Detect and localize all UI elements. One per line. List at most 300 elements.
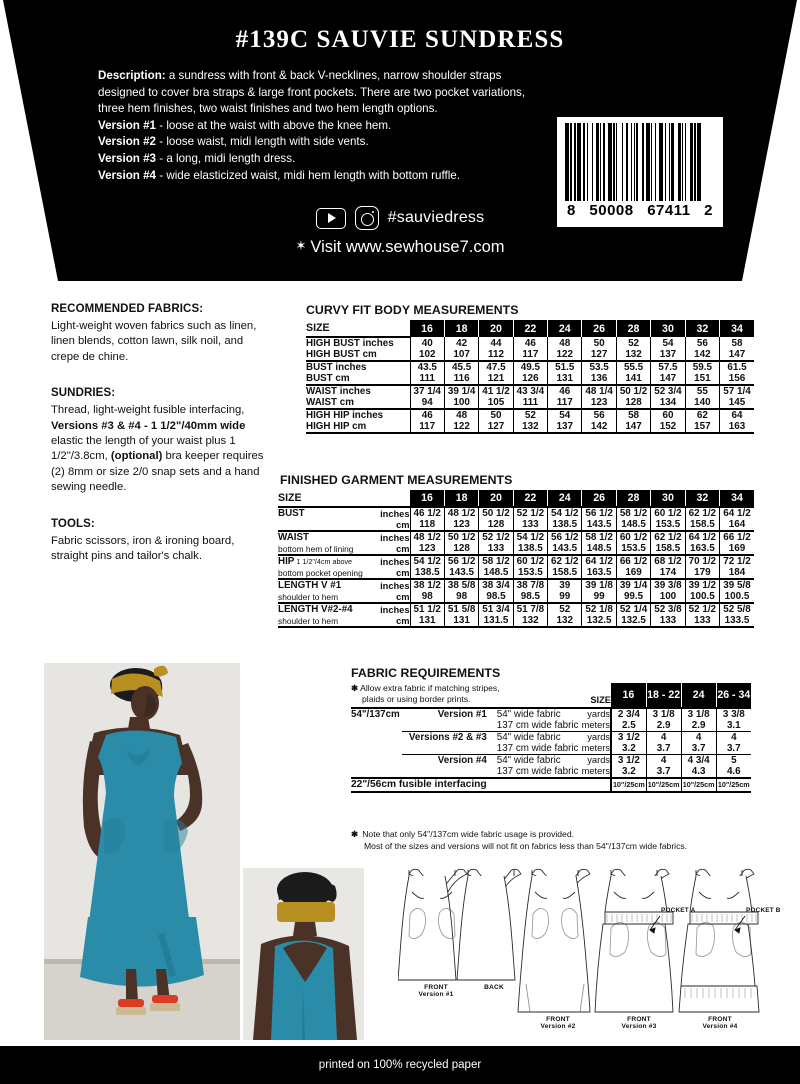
cell: 133: [479, 543, 513, 555]
youtube-icon[interactable]: [316, 208, 346, 229]
cell: 132.5: [582, 615, 616, 627]
cell: 62 1/2: [548, 555, 582, 567]
cell: 52: [616, 337, 650, 349]
cell: 48 1/4: [582, 385, 616, 397]
cell: 40: [410, 337, 444, 349]
star-icon: ✶: [295, 238, 307, 253]
description-line-1: [98, 68, 502, 85]
cell: 58: [616, 409, 650, 421]
cell: 143.5: [582, 519, 616, 531]
cell: 137: [548, 421, 582, 433]
play-triangle-icon: [328, 213, 336, 223]
cell: 4.6: [716, 766, 751, 778]
size-header-34: 34: [720, 320, 754, 337]
description-line-3: three hem finishes, two waist finishes and two hem length options.: [98, 102, 438, 116]
unit-label: cm: [396, 615, 410, 626]
row-label: BUST inches: [306, 361, 410, 373]
version-3-text: - a long, midi length dress.: [156, 151, 296, 165]
table-row: [306, 373, 754, 385]
size-header-24: 24: [548, 320, 582, 337]
unit-label: yards: [578, 731, 611, 743]
row-label: WAIST cm: [306, 397, 354, 408]
row-label: HIP 1 1/2"/4cm above: [278, 555, 374, 567]
visit-text: Visit www.sewhouse7.com: [310, 238, 505, 256]
unit-label: meters: [581, 743, 611, 754]
cell: 57 1/4: [720, 385, 754, 397]
size-header-30: 30: [651, 490, 685, 507]
fabric-type: 137 cm wide fabric: [496, 765, 579, 777]
recommended-fabrics-body: Light-weight woven fabrics such as linen, linen blends, cotton lawn, silk noil, and crepe de chine.: [51, 320, 257, 363]
figure-2-line-1: BACK: [484, 984, 504, 991]
table-bottom-rule: [306, 433, 754, 434]
cell: 4.3: [681, 766, 716, 778]
cell: 136: [582, 373, 616, 385]
fabric-type: 54" wide fabric: [491, 754, 579, 766]
finished-measurements-title: FINISHED GARMENT MEASUREMENTS: [280, 473, 513, 487]
sundries-bold-versions: Versions #3 & #4 - 1 1/2"/40mm wide: [51, 419, 246, 432]
cell: 38 5/8: [444, 579, 478, 591]
cell: 39 3/8: [651, 579, 685, 591]
cell: 102: [410, 349, 444, 361]
interfacing-label: 22"/56cm fusible interfacing: [351, 778, 611, 792]
size-header-24: 24: [548, 490, 582, 507]
cell: 52 3/4: [651, 385, 685, 397]
version-label: Versions #2 & #3: [402, 731, 491, 743]
version-3-label: Version #3: [98, 151, 157, 165]
cell: 70 1/2: [685, 555, 719, 567]
cell: 64 1/2: [720, 507, 754, 519]
cell: 133: [651, 615, 685, 627]
cell: 98: [410, 591, 444, 603]
cell: 58 1/2: [479, 555, 513, 567]
cell: 163.5: [582, 567, 616, 579]
fabric-width-label: [351, 743, 402, 755]
table-row: [278, 615, 754, 627]
technical-drawings: [398, 866, 798, 1044]
cell: 148.5: [479, 567, 513, 579]
cell: 58 1/2: [582, 531, 616, 543]
cell: 60 1/2: [651, 507, 685, 519]
size-header-26: 26: [582, 320, 616, 337]
unit-label: meters: [581, 766, 611, 777]
row-label: WAIST: [278, 531, 374, 543]
cell: 52 1/2: [513, 507, 547, 519]
cell: 112: [479, 349, 513, 361]
fabric-width-label: 54"/137cm: [351, 708, 402, 720]
cell: 48 1/2: [410, 531, 444, 543]
fabric-width-label: [351, 720, 402, 732]
cell: 52: [513, 409, 547, 421]
cell: 56: [582, 409, 616, 421]
table-row: [306, 349, 754, 361]
cell: 123: [444, 519, 478, 531]
cell: 68 1/2: [651, 555, 685, 567]
spacer: [51, 496, 266, 518]
cell: 64: [720, 409, 754, 421]
cell: 131.5: [479, 615, 513, 627]
sundries-bold-optional: (optional): [110, 450, 163, 463]
cell: 132.5: [616, 615, 650, 627]
cell: 58: [720, 337, 754, 349]
table-row: [278, 519, 754, 531]
cell: 52 3/8: [651, 603, 685, 615]
cell: 38 7/8: [513, 579, 547, 591]
cell: 47.5: [479, 361, 513, 373]
fabric-requirements-footnote: [351, 829, 761, 852]
unit-label: cm: [396, 543, 410, 554]
cell: 138.5: [513, 543, 547, 555]
unit-label: inches: [374, 531, 410, 543]
unit-label: inches: [374, 579, 410, 591]
size-header-18-22: 18 - 22: [646, 683, 681, 708]
table-row: [351, 720, 751, 732]
version-4-label: Version #4: [98, 168, 157, 182]
sundries-pre: Thread, light-weight fusible interfacing,: [51, 404, 245, 417]
footer-bar: [0, 1046, 800, 1084]
figure-5-line-2: Version #4: [702, 1023, 738, 1030]
cell: 54: [548, 409, 582, 421]
cell: 122: [548, 349, 582, 361]
table-row: [306, 361, 754, 373]
cell: 45.5: [444, 361, 478, 373]
cell: 62: [685, 409, 719, 421]
cell: 52 1/2: [685, 603, 719, 615]
cell: 100.5: [720, 591, 754, 603]
unit-label: inches: [374, 603, 410, 615]
interfacing-cell: 10"/25cm: [646, 778, 681, 792]
cell: 98: [444, 591, 478, 603]
tools-body: Fabric scissors, iron & ironing board, straight pins and tailor's chalk.: [51, 534, 235, 563]
cell: 148.5: [616, 519, 650, 531]
table-row: [306, 397, 754, 409]
cell: 55.5: [616, 361, 650, 373]
cell: 54 1/2: [513, 531, 547, 543]
figure-4-label: [609, 1016, 669, 1030]
row-label: shoulder to hem: [278, 615, 339, 626]
cell: 142: [685, 349, 719, 361]
cell: 131: [548, 373, 582, 385]
version-label: Version #1: [402, 708, 491, 720]
body-measurements-section: [306, 303, 754, 434]
footnote-line-2: Most of the sizes and versions will not fit on fabrics less than 54"/137cm wide fabrics.: [364, 840, 688, 851]
cell: 158.5: [651, 543, 685, 555]
cell: 50 1/2: [444, 531, 478, 543]
cell: 60 1/2: [616, 531, 650, 543]
cell: 61.5: [720, 361, 754, 373]
cell: 99: [582, 591, 616, 603]
tools-heading: TOOLS:: [51, 517, 95, 530]
model-back-illustration: [243, 868, 364, 1040]
footnote-star-icon: ✱: [351, 829, 359, 839]
cell: 156: [720, 373, 754, 385]
cell: 133.5: [720, 615, 754, 627]
visit-website-line[interactable]: [0, 238, 800, 257]
table-row: [278, 567, 754, 579]
description-label: Description:: [98, 69, 166, 82]
fabric-requirements-table: [351, 683, 751, 793]
cell: 94: [410, 397, 444, 409]
model-front-illustration: [44, 663, 240, 1040]
version-label: [402, 743, 491, 755]
fabric-width-label: [351, 766, 402, 778]
cell: 57.5: [651, 361, 685, 373]
table-header-row: [278, 490, 754, 507]
cell: 169: [616, 567, 650, 579]
cell: 39: [548, 579, 582, 591]
interfacing-cell: 10"/25cm: [611, 778, 646, 792]
row-label: LENGTH V #1: [278, 579, 374, 591]
cell: 107: [444, 349, 478, 361]
row-label: WAIST inches: [306, 385, 410, 397]
unit-label: cm: [396, 591, 410, 602]
version-4-text: - wide elasticized waist, midi hem length with bottom ruffle.: [156, 168, 460, 182]
row-label: shoulder to hem: [278, 591, 339, 602]
table-row: [306, 385, 754, 397]
size-label: SIZE: [306, 320, 410, 337]
cell: 128: [479, 519, 513, 531]
cell: 5: [716, 754, 751, 766]
cell: 46 1/2: [410, 507, 444, 519]
figure-1-line-1: FRONT: [424, 984, 448, 991]
size-header-34: 34: [720, 490, 754, 507]
cell: 51 7/8: [513, 603, 547, 615]
table-header-row: [306, 320, 754, 337]
barcode-digit-left: 8: [567, 202, 576, 219]
cell: 2 3/4: [611, 708, 646, 720]
version-line-4: [98, 168, 498, 185]
cell: 152: [651, 421, 685, 433]
cell: 37 1/4: [410, 385, 444, 397]
sundries-post: bra keeper requires (2) 8mm or size 2/0 snap sets and a hand sewing needle.: [51, 450, 264, 494]
version-1-label: Version #1: [98, 118, 157, 132]
cell: 131: [444, 615, 478, 627]
cell: 4: [681, 731, 716, 743]
cell: 66 1/2: [616, 555, 650, 567]
cell: 2.9: [646, 720, 681, 732]
sundries-mid: elastic the length of your waist plus 1 1/2"/3.8cm,: [51, 435, 236, 463]
cell: 153.5: [651, 519, 685, 531]
row-label: bottom pocket opening: [278, 567, 363, 578]
cell: 131: [410, 615, 444, 627]
size-header-28: 28: [616, 490, 650, 507]
cell: 100.5: [685, 591, 719, 603]
size-header-24: 24: [681, 683, 716, 708]
cell: 39 1/8: [582, 579, 616, 591]
cell: 100: [651, 591, 685, 603]
cell: 39 1/4: [444, 385, 478, 397]
version-2-label: Version #2: [98, 135, 157, 149]
cell: 52 1/4: [616, 603, 650, 615]
version-label: [402, 766, 491, 778]
instagram-icon[interactable]: [355, 206, 379, 230]
unit-label: cm: [396, 519, 410, 530]
interfacing-cell: 10"/25cm: [681, 778, 716, 792]
cell: 132: [513, 421, 547, 433]
size-header-22: 22: [513, 490, 547, 507]
barcode-digits: [565, 201, 715, 219]
size-header-20: 20: [479, 490, 513, 507]
cell: 98.5: [479, 591, 513, 603]
cell: 137: [651, 349, 685, 361]
page-title: #139C SAUVIE SUNDRESS: [235, 26, 565, 53]
cell: 50 1/2: [616, 385, 650, 397]
table-row: [351, 708, 751, 720]
table-row: [306, 337, 754, 349]
cell: 52 1/2: [479, 531, 513, 543]
fabric-width-label: [351, 754, 402, 766]
size-header-16: 16: [611, 683, 646, 708]
cell: 148.5: [582, 543, 616, 555]
figure-3-line-1: FRONT: [546, 1016, 570, 1023]
cell: 143.5: [548, 543, 582, 555]
version-1-text: - loose at the waist with above the knee hem.: [156, 118, 392, 132]
note-star-icon: ✱: [351, 683, 359, 693]
cell: 54 1/2: [548, 507, 582, 519]
size-header-18: 18: [444, 490, 478, 507]
model-back-photo: [243, 868, 364, 1040]
cell: 98.5: [513, 591, 547, 603]
fabric-requirements-title: FABRIC REQUIREMENTS: [351, 666, 501, 680]
cell: 127: [479, 421, 513, 433]
size-header-28: 28: [616, 320, 650, 337]
fabric-type: 137 cm wide fabric: [496, 719, 579, 731]
table-row: [278, 591, 754, 603]
table-row: [278, 531, 754, 543]
version-label: Version #4: [402, 754, 491, 766]
version-label: [402, 720, 491, 732]
cell: 105: [479, 397, 513, 409]
version-2-text: - loose waist, midi length with side vents.: [156, 135, 369, 149]
cell: 60: [651, 409, 685, 421]
left-info-column: [51, 303, 266, 564]
cell: 157: [685, 421, 719, 433]
cell: 133: [685, 615, 719, 627]
cell: 52: [548, 603, 582, 615]
footnote-line-1: Note that only 54"/137cm wide fabric usage is provided.: [362, 829, 575, 839]
figure-1-line-2: Version #1: [418, 991, 454, 998]
cell: 3.7: [646, 743, 681, 755]
cell: 53.5: [582, 361, 616, 373]
barcode-digit-group1: 50008: [589, 202, 634, 219]
cell: 56 1/2: [582, 507, 616, 519]
cell: 64 1/2: [685, 531, 719, 543]
cell: 3.7: [646, 766, 681, 778]
cell: 4: [716, 731, 751, 743]
social-hashtag: #sauviedress: [387, 209, 485, 226]
unit-label: yards: [578, 708, 611, 720]
body-measurements-table: [306, 320, 754, 434]
cell: 132: [616, 349, 650, 361]
cell: 42: [444, 337, 478, 349]
cell: 118: [410, 519, 444, 531]
finished-measurements-table: [278, 490, 754, 628]
cell: 46: [548, 385, 582, 397]
table-row: [278, 543, 754, 555]
description-line-2: designed to cover bra straps & large front pockets. There are two pocket variations,: [98, 85, 526, 99]
sundries-heading: SUNDRIES:: [51, 387, 116, 400]
cell: 158.5: [548, 567, 582, 579]
cell: 4: [646, 754, 681, 766]
version-line-2: [98, 134, 498, 151]
cell: 51.5: [548, 361, 582, 373]
cell: 4: [646, 731, 681, 743]
description-text: a sundress with front & back V-necklines, narrow shoulder straps: [165, 69, 502, 82]
cell: 153.5: [513, 567, 547, 579]
fabric-type: 54" wide fabric: [491, 731, 579, 743]
cell: 3.2: [611, 743, 646, 755]
cell: 4 3/4: [681, 754, 716, 766]
cell: 59.5: [685, 361, 719, 373]
cell: 66 1/2: [720, 531, 754, 543]
cell: 147: [720, 349, 754, 361]
cell: 123: [410, 543, 444, 555]
table-row: [278, 603, 754, 615]
table-row: [351, 731, 751, 743]
stripes-note: ✱ Allow extra fabric if matching stripes, plaids or using border prints.: [351, 683, 500, 705]
cell: 163.5: [685, 543, 719, 555]
cell: 51 5/8: [444, 603, 478, 615]
figure-5-label: [690, 1016, 750, 1030]
description-block: [98, 68, 526, 184]
cell: 48: [444, 409, 478, 421]
cell: 3 1/2: [611, 754, 646, 766]
cell: 111: [513, 397, 547, 409]
pocket-b-label: POCKET B: [746, 907, 781, 914]
cell: 169: [720, 543, 754, 555]
pocket-a-label: POCKET A: [661, 907, 696, 914]
interfacing-row: [351, 778, 751, 792]
cell: 3 3/8: [716, 708, 751, 720]
cell: 43.5: [410, 361, 444, 373]
cell: 158.5: [685, 519, 719, 531]
cell: 132: [513, 615, 547, 627]
spacer: [51, 365, 266, 387]
row-label: HIGH HIP inches: [306, 409, 410, 421]
cell: 116: [444, 373, 478, 385]
row-label: BUST: [278, 507, 374, 519]
cell: 153.5: [616, 543, 650, 555]
cell: 58 1/2: [616, 507, 650, 519]
row-label: HIGH HIP cm: [306, 421, 367, 432]
cell: 55: [685, 385, 719, 397]
cell: 132: [548, 615, 582, 627]
cell: 145: [720, 397, 754, 409]
cell: 3 1/2: [611, 731, 646, 743]
cell: 3.7: [716, 743, 751, 755]
row-label: [278, 519, 374, 531]
interfacing-cell: 10"/25cm: [716, 778, 751, 792]
cell: 43 3/4: [513, 385, 547, 397]
version-line-1: [98, 118, 498, 135]
cell: 117: [410, 421, 444, 433]
unit-label: yards: [578, 754, 611, 766]
cell: 50: [582, 337, 616, 349]
cell: 147: [651, 373, 685, 385]
cell: 52 5/8: [720, 603, 754, 615]
cell: 56 1/2: [444, 555, 478, 567]
cell: 138.5: [548, 519, 582, 531]
version-line-3: [98, 151, 498, 168]
cell: 39 1/2: [685, 579, 719, 591]
cell: 3 1/8: [681, 708, 716, 720]
row-label: LENGTH V#2-#4: [278, 603, 374, 615]
cell: 54: [651, 337, 685, 349]
fabric-type: 54" wide fabric: [491, 708, 579, 720]
row-label: HIGH BUST inches: [306, 338, 394, 349]
table-row: [278, 579, 754, 591]
cell: 3.2: [611, 766, 646, 778]
cell: 54 1/2: [410, 555, 444, 567]
